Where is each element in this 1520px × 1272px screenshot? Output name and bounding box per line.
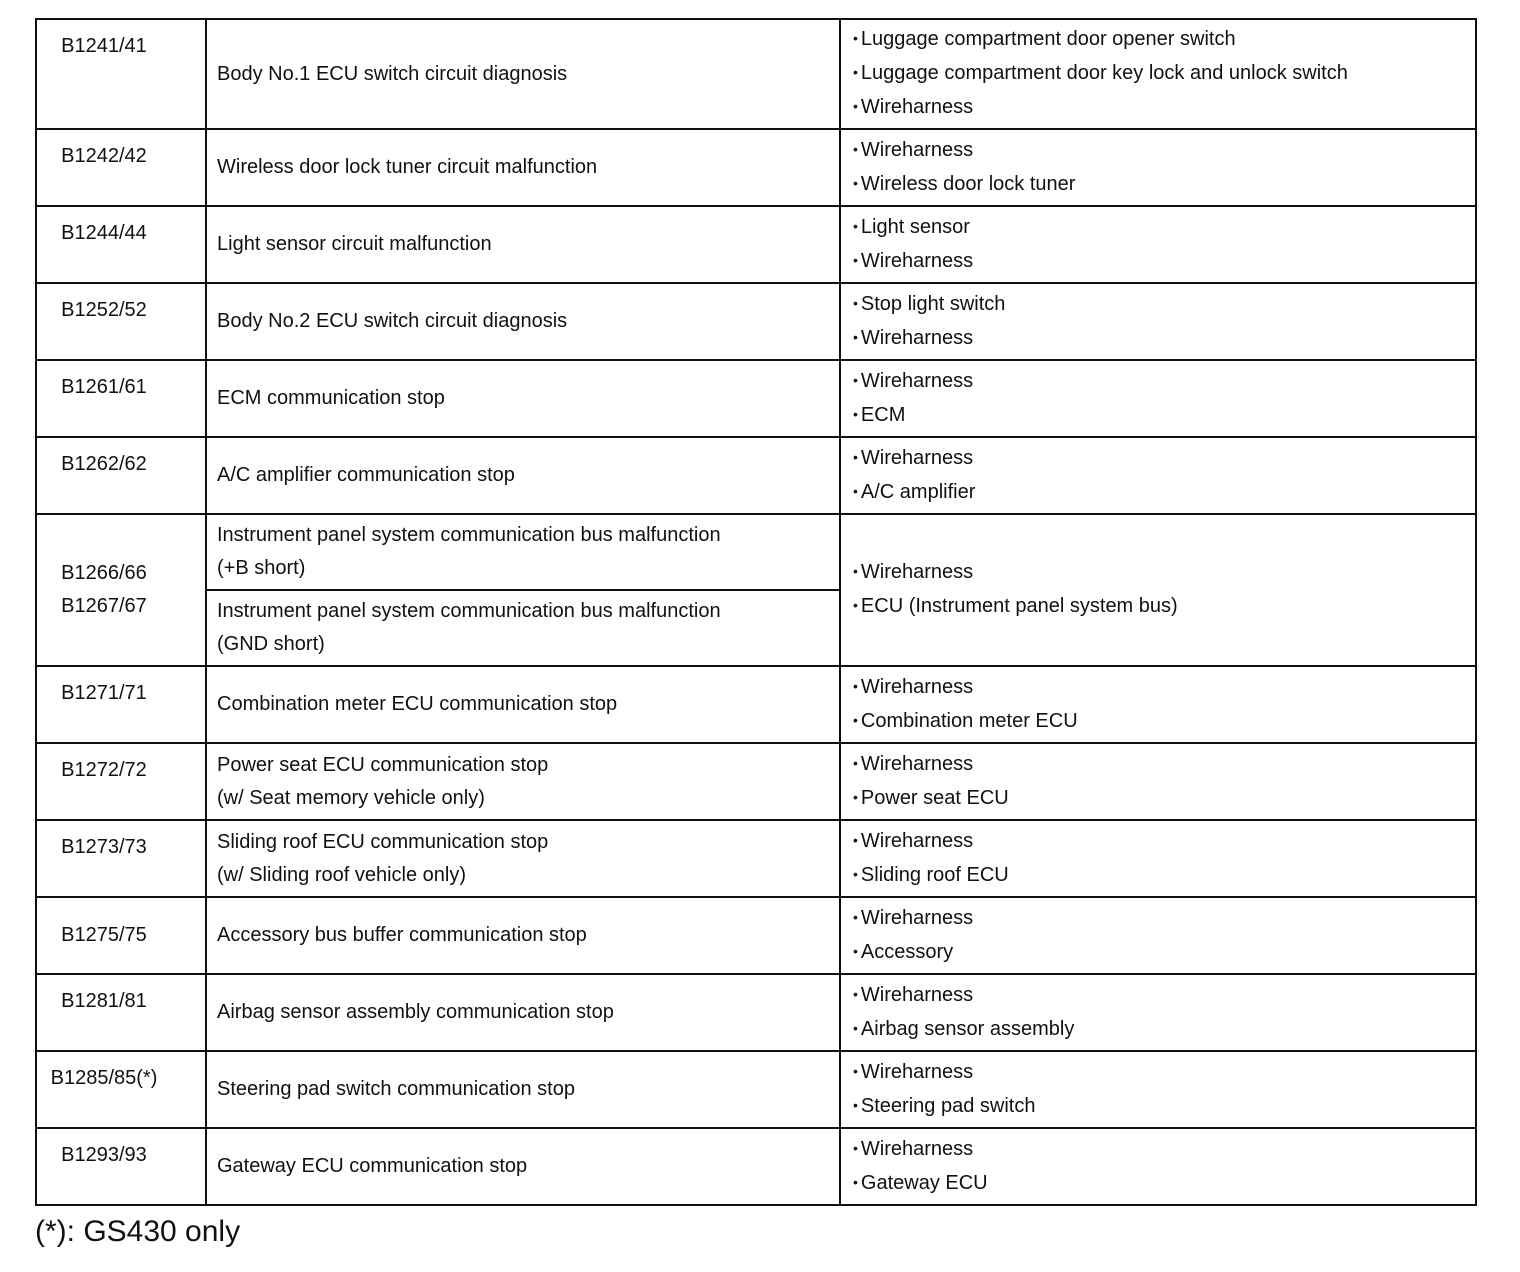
dtc-causes [840, 743, 1476, 820]
dtc-description: Instrument panel system communication bus malfunction (+B short) [206, 514, 840, 590]
dtc-causes [840, 129, 1476, 206]
dtc-code: B1281/81 [36, 974, 206, 1051]
dtc-description: Body No.1 ECU switch circuit diagnosis [206, 19, 840, 129]
dtc-causes [840, 206, 1476, 283]
cause-item: • Wireharness [853, 249, 974, 272]
cause-item: • Wireharness [853, 752, 974, 775]
cause-item: • Steering pad switch [853, 1094, 1036, 1117]
table-row [36, 514, 1476, 590]
dtc-code: B1293/93 [36, 1128, 206, 1205]
cause-item: • Wireharness [853, 96, 974, 118]
cause-item: • Wireharness [853, 561, 974, 583]
table-row [36, 129, 1476, 206]
table-row [36, 1128, 1476, 1205]
table-row [36, 19, 1476, 129]
cause-item: • Luggage compartment door key lock and unlock switch [853, 62, 1348, 84]
dtc-causes [840, 19, 1476, 129]
cause-item: • Wireharness [853, 983, 974, 1006]
dtc-code: B1273/73 [36, 820, 206, 897]
table-row [36, 1051, 1476, 1128]
cause-item: • Luggage compartment door opener switch [853, 28, 1236, 50]
dtc-description: Wireless door lock tuner circuit malfunction [206, 129, 840, 206]
dtc-code: B1252/52 [36, 283, 206, 360]
cause-item: • Wireless door lock tuner [853, 172, 1076, 195]
dtc-description: A/C amplifier communication stop [206, 437, 840, 514]
dtc-description: Airbag sensor assembly communication stop [206, 974, 840, 1051]
cause-item: • Wireharness [853, 829, 974, 852]
dtc-code: B1262/62 [36, 437, 206, 514]
dtc-code: B1261/61 [36, 360, 206, 437]
cause-item: • Wireharness [853, 906, 974, 929]
table-row [36, 437, 1476, 514]
dtc-table [35, 18, 1477, 1206]
table-row [36, 820, 1476, 897]
dtc-code: B1244/44 [36, 206, 206, 283]
dtc-description: ECM communication stop [206, 360, 840, 437]
cause-item: • Gateway ECU [853, 1171, 988, 1194]
table-row [36, 897, 1476, 974]
cause-item: • Light sensor [853, 215, 970, 238]
dtc-code: B1266/66 B1267/67 [36, 514, 206, 666]
table-row [36, 283, 1476, 360]
dtc-causes [840, 360, 1476, 437]
dtc-causes [840, 666, 1476, 743]
cause-item: • Wireharness [853, 1137, 974, 1160]
dtc-causes [840, 514, 1476, 666]
table-row [36, 206, 1476, 283]
dtc-description: Light sensor circuit malfunction [206, 206, 840, 283]
cause-item: • Accessory [853, 940, 954, 963]
dtc-description: Body No.2 ECU switch circuit diagnosis [206, 283, 840, 360]
cause-item: • Combination meter ECU [853, 709, 1078, 732]
dtc-description: Power seat ECU communication stop (w/ Seat memory vehicle only) [206, 743, 840, 820]
cause-item: • Wireharness [853, 1060, 974, 1083]
dtc-causes [840, 820, 1476, 897]
cause-item: • Airbag sensor assembly [853, 1017, 1075, 1040]
table-row [36, 743, 1476, 820]
cause-item: • Wireharness [853, 326, 974, 349]
dtc-causes [840, 1051, 1476, 1128]
dtc-code: B1275/75 [36, 897, 206, 974]
dtc-causes [840, 283, 1476, 360]
table-row [36, 666, 1476, 743]
dtc-description: Instrument panel system communication bus malfunction (GND short) [206, 590, 840, 666]
table-row [36, 974, 1476, 1051]
cause-item: • Power seat ECU [853, 786, 1009, 809]
cause-item: • Wireharness [853, 446, 974, 469]
table-row [36, 360, 1476, 437]
footnote: (*): GS430 only [35, 1215, 241, 1248]
dtc-description: Steering pad switch communication stop [206, 1051, 840, 1128]
dtc-description: Accessory bus buffer communication stop [206, 897, 840, 974]
cause-item: • ECU (Instrument panel system bus) [853, 595, 1178, 617]
dtc-causes [840, 897, 1476, 974]
cause-item: • Wireharness [853, 675, 974, 698]
cause-item: • A/C amplifier [853, 480, 976, 503]
dtc-causes [840, 437, 1476, 514]
dtc-causes [840, 974, 1476, 1051]
cause-item: • Wireharness [853, 138, 974, 161]
dtc-code: B1271/71 [36, 666, 206, 743]
cause-item: • Stop light switch [853, 292, 1006, 315]
dtc-code: B1272/72 [36, 743, 206, 820]
cause-item: • Sliding roof ECU [853, 863, 1009, 886]
dtc-causes [840, 1128, 1476, 1205]
cause-item: • Wireharness [853, 369, 974, 392]
dtc-description: Combination meter ECU communication stop [206, 666, 840, 743]
dtc-code: B1242/42 [36, 129, 206, 206]
dtc-code: B1241/41 [36, 19, 206, 129]
dtc-description: Sliding roof ECU communication stop (w/ Sliding roof vehicle only) [206, 820, 840, 897]
dtc-code: B1285/85(*) [36, 1051, 206, 1128]
dtc-description: Gateway ECU communication stop [206, 1128, 840, 1205]
cause-item: • ECM [853, 403, 906, 426]
